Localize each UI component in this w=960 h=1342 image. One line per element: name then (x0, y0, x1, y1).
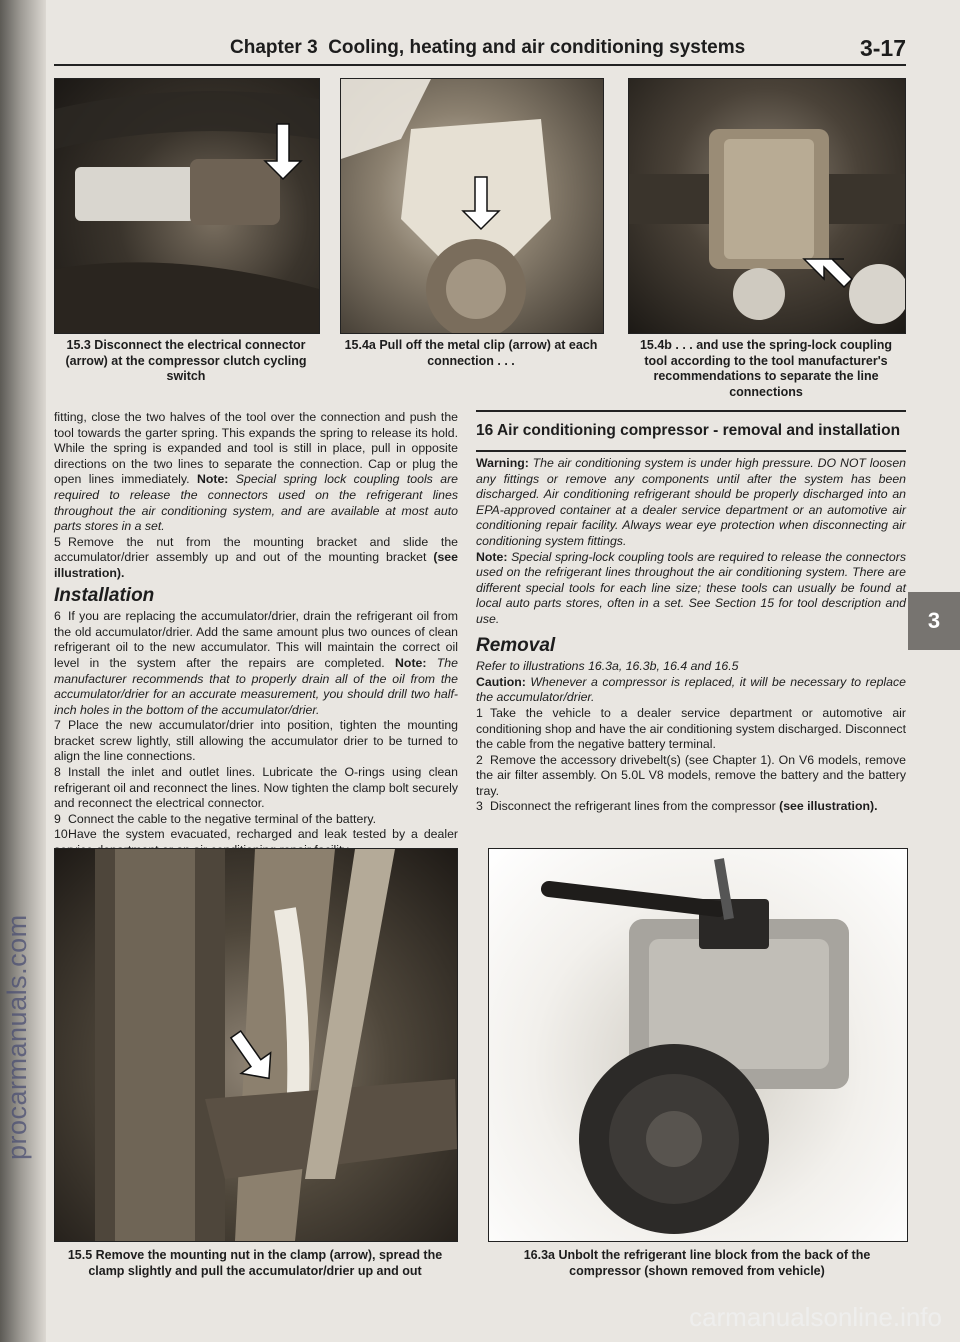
page-header (230, 33, 906, 63)
right-column (476, 456, 906, 815)
photo-16-3a (488, 848, 908, 1242)
caption-15-3: 15.3 Disconnect the electrical connector (arrow) at the compressor clutch cycling switch (65, 338, 307, 383)
header-rule (54, 64, 906, 66)
paragraph-continuation: fitting, close the two halves of the tool over the connection and push the tool towards the garter spring. This expands the spring to release its hold. While the spring is expanded and tool is still in place, pull in opposite directions on the two lines to separate the connection. Cap or plug the open lines immediately. Note: Special spring lock coupling tools are required to release the connectors used on the refrigerant lines throughout the air conditioning system, and are available at most auto parts stores in a set. (54, 410, 458, 534)
section-16-heading: 16 Air conditioning compressor - removal and installation (476, 410, 906, 452)
caption-15-5: 15.5 Remove the mounting nut in the clamp (arrow), spread the clamp slightly and pull the accumulator/drier up and out (67, 1248, 443, 1278)
photo-15-5 (54, 848, 458, 1242)
chapter-label: Chapter 3 (230, 37, 318, 58)
left-column (54, 410, 458, 859)
step-7: 7 Place the new accumulator/drier into position, tighten the mounting bracket screw lightly, still allowing the accumulator drier to be turned to align the line connections. (54, 718, 458, 764)
removal-step-3: 3 Disconnect the refrigerant lines from the compressor (see illustration). (476, 799, 878, 814)
installation-heading: Installation (54, 584, 155, 606)
removal-step-2: 2 Remove the accessory drivebelt(s) (see Chapter 1). On V6 models, remove the air filter assembly. On 5.0L V8 models, remove the battery and the battery tray. (476, 752, 906, 798)
step-5: 5 Remove the nut from the mounting bracket and slide the accumulator/drier assembly up and out of the mounting bracket (see illustration). (54, 534, 458, 580)
caption-15-4a: 15.4a Pull off the metal clip (arrow) at each connection . . . (344, 338, 598, 368)
removal-heading: Removal (476, 634, 556, 656)
refer-illustrations: Refer to illustrations 16.3a, 16.3b, 16.4 and 16.5 (476, 659, 739, 674)
note-paragraph: Note: Special spring-lock coupling tools are required to release the connectors used on the refrigerant lines throughout the air conditioning system. There are different special tools for each line size; these tools can usually be found at local auto parts stores, often in a set. See Section 15 for tool description and use. (476, 549, 906, 626)
chapter-title (230, 37, 745, 59)
step-10: 10Have the system evacuated, recharged and leak tested by a dealer (54, 827, 458, 842)
footer-watermark: carmanualsonline.info (689, 1302, 942, 1332)
step-9: 9 Connect the cable to the negative terminal of the battery. (54, 811, 377, 826)
caption-16-3a: 16.3a Unbolt the refrigerant line block from the back of the compressor (shown removed from vehicle) (523, 1248, 871, 1278)
caption-15-4b: 15.4b . . . and use the spring-lock coupling tool according to the tool manufacturer's recommendations to separate the line connections (639, 338, 893, 399)
chapter-name: Cooling, heating and air conditioning systems (328, 37, 746, 58)
step-6: 6 If you are replacing the accumulator/drier, drain the refrigerant oil from the old accumulator/drier. Add the same amount plus two ounces of clean refrigerant oil to the new accumulator. This will maintain the correct oil level in the system after the repairs are completed. Note: The manufacturer recommends that to properly drain all of the oil from the accumulator/drier for an accurate measurement, you should drill two half-inch holes in the bottom of the accumulator/drier. (54, 609, 458, 717)
chapter-tab: 3 (908, 592, 960, 650)
removal-step-1: 1 Take the vehicle to a dealer service department or automotive air conditioning shop and have the air conditioning system discharged. Disconnect the cable from the negative battery terminal. (476, 705, 906, 752)
step-8: 8 Install the inlet and outlet lines. Lubricate the O-rings using clean refrigerant oil and reconnect the lines. Now tighten the clamp bolt securely and reconnect the electrical connector. (54, 765, 458, 811)
page-number: 3-17 (859, 34, 906, 61)
photo-15-4a (340, 78, 604, 334)
photo-15-3 (54, 78, 320, 334)
warning-paragraph: Warning: The air conditioning system is under high pressure. DO NOT loosen any fittings or remove any components until after the system has been discharged. Air conditioning refrigerant should be properly discharged into an EPA-approved container at a dealer service department or an automotive air conditioning repair facility. Always wear eye protection when disconnecting air conditioning system fittings. (476, 456, 906, 548)
side-watermark: procarmanuals.com (2, 914, 32, 1160)
photo-15-4b (628, 78, 906, 334)
caution-paragraph: Caution: Whenever a compressor is replaced, it will be necessary to replace the accumulator/drier. (476, 674, 906, 705)
